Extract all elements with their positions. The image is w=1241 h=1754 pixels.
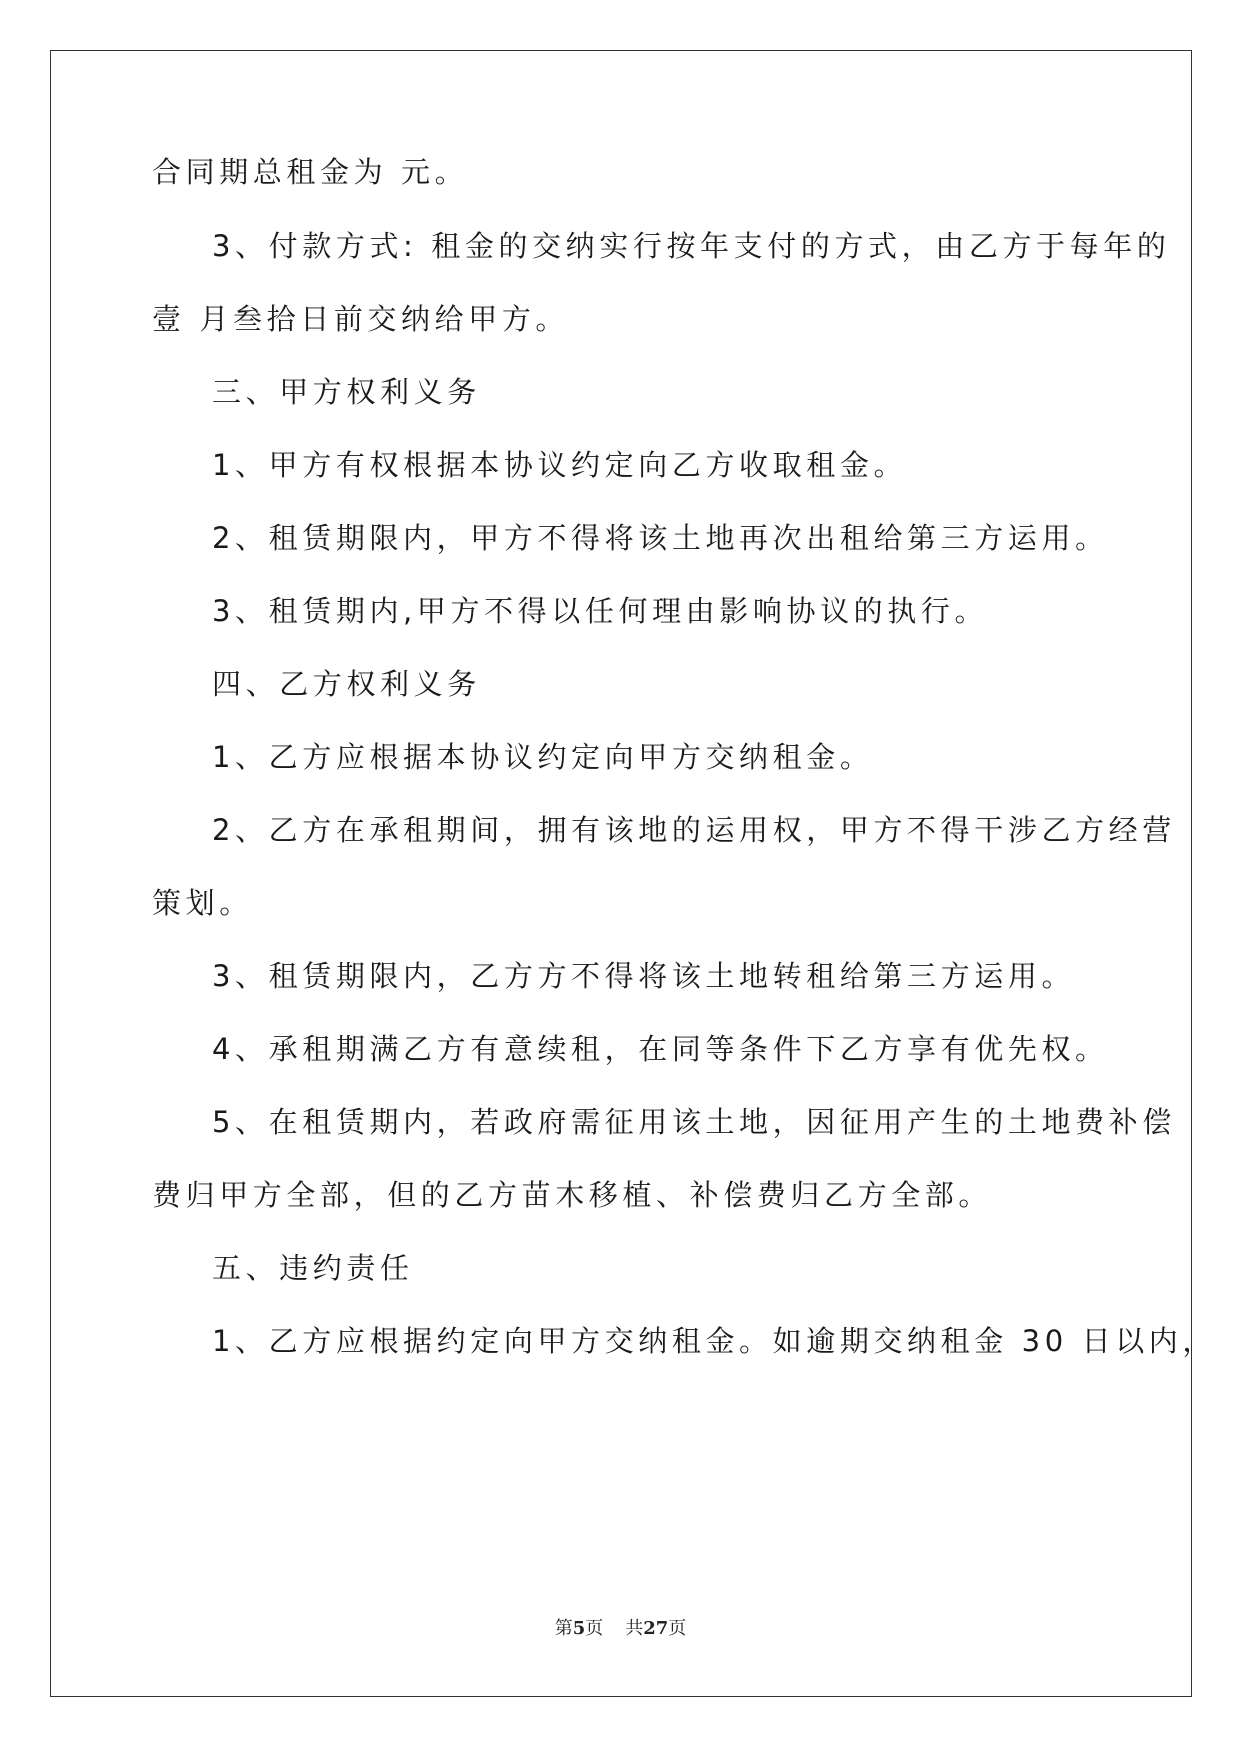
paragraph-line: 2、租赁期限内，甲方不得将该土地再次出租给第三方运用。 xyxy=(212,521,1109,555)
current-page-number: 5 xyxy=(572,1618,586,1639)
paragraph-line: 1、乙方应根据本协议约定向甲方交纳租金。 xyxy=(212,740,874,774)
footer-total-suffix: 页 xyxy=(668,1618,687,1639)
section-heading: 三、甲方权利义务 xyxy=(212,375,481,409)
footer-total-prefix: 共 xyxy=(625,1618,644,1639)
paragraph-line: 3、付款方式: 租金的交纳实行按年支付的方式，由乙方于每年的 xyxy=(212,229,1171,263)
paragraph-line: 5、在租赁期内，若政府需征用该土地，因征用产生的土地费补偿 xyxy=(212,1105,1176,1139)
paragraph-line: 1、乙方应根据约定向甲方交纳租金。如逾期交纳租金 30 日以内， xyxy=(212,1324,1216,1358)
paragraph-line: 壹 月叁拾日前交纳给甲方。 xyxy=(152,302,570,336)
paragraph-line: 1、甲方有权根据本协议约定向乙方收取租金。 xyxy=(212,448,908,482)
paragraph-line: 4、承租期满乙方有意续租，在同等条件下乙方享有优先权。 xyxy=(212,1032,1109,1066)
paragraph-line: 2、乙方在承租期间，拥有该地的运用权，甲方不得干涉乙方经营 xyxy=(212,813,1176,847)
footer-prefix: 第 xyxy=(554,1618,573,1639)
page-border xyxy=(50,50,1192,1697)
section-heading: 四、乙方权利义务 xyxy=(212,667,481,701)
paragraph-line: 策划。 xyxy=(152,886,253,920)
paragraph-line: 合同期总租金为 元。 xyxy=(152,155,469,189)
page-footer xyxy=(0,1616,1241,1642)
paragraph-line: 3、租赁期限内，乙方方不得将该土地转租给第三方运用。 xyxy=(212,959,1076,993)
footer-page-word: 页 xyxy=(585,1618,604,1639)
paragraph-line: 费归甲方全部，但的乙方苗木移植、补偿费归乙方全部。 xyxy=(152,1178,993,1212)
paragraph-line: 3、租赁期内,甲方不得以任何理由影响协议的执行。 xyxy=(212,594,989,628)
section-heading: 五、违约责任 xyxy=(212,1251,414,1285)
total-pages-number: 27 xyxy=(643,1618,669,1639)
